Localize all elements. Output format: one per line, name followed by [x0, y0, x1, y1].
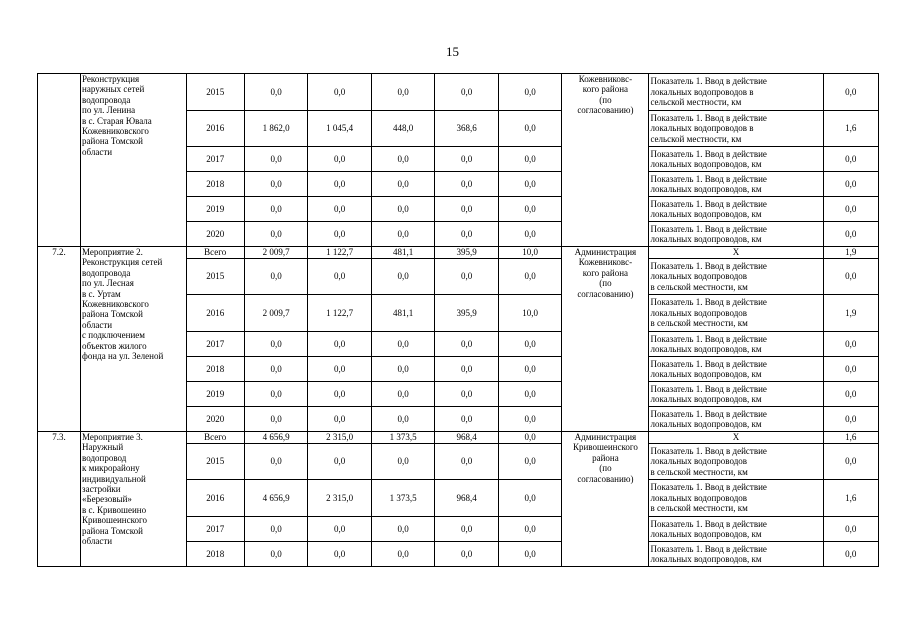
year-cell: Всего [186, 247, 244, 259]
amount-local: 0,0 [435, 332, 499, 357]
amount-regional: 0,0 [371, 259, 435, 295]
indicator-value: 0,0 [823, 407, 878, 432]
amount-regional: 0,0 [371, 407, 435, 432]
amount-total: 4 656,9 [244, 480, 308, 517]
amount-other: 0,0 [498, 147, 562, 172]
indicator-value: 1,6 [823, 432, 878, 444]
amount-other: 0,0 [498, 480, 562, 517]
amount-local: 368,6 [435, 111, 499, 147]
measure-name: Реконструкция наружных сетей водопровода по ул. Ленина в с. Старая Ювала Кожевниковского района Томской области [81, 74, 187, 247]
amount-total: 1 862,0 [244, 111, 308, 147]
amount-federal: 1 122,7 [308, 295, 372, 332]
amount-federal: 0,0 [308, 407, 372, 432]
amount-regional: 0,0 [371, 332, 435, 357]
amount-local: 0,0 [435, 172, 499, 197]
indicator: Показатель 1. Ввод в действие локальных водопроводов в сельской местности, км [649, 444, 823, 480]
indicator: Показатель 1. Ввод в действие локальных водопроводов в сельской местности, км [649, 295, 823, 332]
year-cell: 2020 [186, 407, 244, 432]
table-row [38, 74, 879, 111]
amount-other: 10,0 [498, 247, 562, 259]
amount-other: 0,0 [498, 517, 562, 542]
indicator: Х [649, 432, 823, 444]
amount-regional: 448,0 [371, 111, 435, 147]
amount-regional: 0,0 [371, 542, 435, 567]
indicator-value: 1,9 [823, 295, 878, 332]
amount-regional: 0,0 [371, 444, 435, 480]
amount-other: 0,0 [498, 259, 562, 295]
amount-local: 0,0 [435, 74, 499, 111]
amount-other: 0,0 [498, 542, 562, 567]
amount-regional: 0,0 [371, 382, 435, 407]
year-cell: Всего [186, 432, 244, 444]
amount-regional: 481,1 [371, 247, 435, 259]
indicator-value: 0,0 [823, 172, 878, 197]
indicator-value: 1,6 [823, 480, 878, 517]
amount-local: 0,0 [435, 147, 499, 172]
amount-other: 0,0 [498, 357, 562, 382]
amount-regional: 0,0 [371, 172, 435, 197]
amount-federal: 0,0 [308, 259, 372, 295]
amount-other: 0,0 [498, 222, 562, 247]
amount-regional: 1 373,5 [371, 432, 435, 444]
indicator-value: 0,0 [823, 332, 878, 357]
amount-local: 0,0 [435, 222, 499, 247]
amount-local: 0,0 [435, 542, 499, 567]
measure-number: 7.3. [38, 432, 81, 567]
amount-total: 0,0 [244, 407, 308, 432]
amount-other: 0,0 [498, 407, 562, 432]
measures-table [37, 73, 879, 567]
indicator: Показатель 1. Ввод в действие локальных водопроводов, км [649, 382, 823, 407]
amount-local: 0,0 [435, 444, 499, 480]
amount-total: 0,0 [244, 517, 308, 542]
indicator: Показатель 1. Ввод в действие локальных водопроводов, км [649, 517, 823, 542]
indicator-value: 0,0 [823, 74, 878, 111]
measure-number [38, 74, 81, 247]
amount-federal: 0,0 [308, 382, 372, 407]
amount-total: 4 656,9 [244, 432, 308, 444]
amount-total: 2 009,7 [244, 247, 308, 259]
amount-other: 0,0 [498, 332, 562, 357]
amount-federal: 1 045,4 [308, 111, 372, 147]
measure-number: 7.2. [38, 247, 81, 432]
amount-other: 0,0 [498, 74, 562, 111]
measure-name: Мероприятие 3. Наружный водопровод к микрорайону индивидуальной застройки «Березовый» в с. Кривошеино Кривошеинского района Томской области [81, 432, 187, 567]
year-cell: 2016 [186, 480, 244, 517]
amount-total: 0,0 [244, 197, 308, 222]
indicator: Показатель 1. Ввод в действие локальных водопроводов, км [649, 357, 823, 382]
year-cell: 2017 [186, 517, 244, 542]
amount-total: 0,0 [244, 444, 308, 480]
amount-federal: 0,0 [308, 74, 372, 111]
amount-local: 968,4 [435, 432, 499, 444]
amount-total: 0,0 [244, 382, 308, 407]
executor: Кожевниковс- кого района (по согласованию) [562, 74, 649, 247]
amount-local: 0,0 [435, 259, 499, 295]
year-cell: 2020 [186, 222, 244, 247]
amount-local: 0,0 [435, 407, 499, 432]
amount-total: 0,0 [244, 172, 308, 197]
amount-federal: 0,0 [308, 222, 372, 247]
amount-other: 0,0 [498, 111, 562, 147]
amount-federal: 0,0 [308, 517, 372, 542]
amount-total: 0,0 [244, 74, 308, 111]
indicator-value: 0,0 [823, 357, 878, 382]
amount-regional: 0,0 [371, 357, 435, 382]
year-cell: 2015 [186, 444, 244, 480]
year-cell: 2017 [186, 147, 244, 172]
indicator-value: 0,0 [823, 517, 878, 542]
measure-name: Мероприятие 2. Реконструкция сетей водопровода по ул. Лесная в с. Уртам Кожевниковского района Томской области с подключением объектов жилого фонда на ул. Зеленой [81, 247, 187, 432]
indicator: Показатель 1. Ввод в действие локальных водопроводов в сельской местности, км [649, 259, 823, 295]
amount-federal: 0,0 [308, 357, 372, 382]
indicator: Показатель 1. Ввод в действие локальных водопроводов, км [649, 172, 823, 197]
amount-other: 0,0 [498, 444, 562, 480]
amount-local: 395,9 [435, 295, 499, 332]
amount-local: 968,4 [435, 480, 499, 517]
indicator-value: 0,0 [823, 222, 878, 247]
amount-other: 0,0 [498, 197, 562, 222]
indicator: Показатель 1. Ввод в действие локальных водопроводов, км [649, 147, 823, 172]
amount-total: 2 009,7 [244, 295, 308, 332]
year-cell: 2018 [186, 172, 244, 197]
year-cell: 2017 [186, 332, 244, 357]
indicator: Показатель 1. Ввод в действие локальных водопроводов, км [649, 332, 823, 357]
year-cell: 2015 [186, 74, 244, 111]
amount-total: 0,0 [244, 332, 308, 357]
amount-federal: 1 122,7 [308, 247, 372, 259]
indicator-value: 1,9 [823, 247, 878, 259]
page-number: 15 [446, 44, 459, 59]
indicator-value: 0,0 [823, 259, 878, 295]
amount-local: 0,0 [435, 357, 499, 382]
year-cell: 2015 [186, 259, 244, 295]
amount-other: 0,0 [498, 172, 562, 197]
indicator: Показатель 1. Ввод в действие локальных водопроводов, км [649, 197, 823, 222]
indicator-value: 1,6 [823, 111, 878, 147]
amount-other: 10,0 [498, 295, 562, 332]
amount-regional: 0,0 [371, 222, 435, 247]
amount-federal: 2 315,0 [308, 480, 372, 517]
indicator: Показатель 1. Ввод в действие локальных водопроводов, км [649, 542, 823, 567]
indicator: Показатель 1. Ввод в действие локальных водопроводов в сельской местности, км [649, 74, 823, 111]
indicator-value: 0,0 [823, 444, 878, 480]
amount-federal: 0,0 [308, 172, 372, 197]
amount-local: 0,0 [435, 382, 499, 407]
year-cell: 2018 [186, 357, 244, 382]
year-cell: 2019 [186, 197, 244, 222]
amount-other: 0,0 [498, 432, 562, 444]
table-row [38, 432, 879, 444]
amount-regional: 1 373,5 [371, 480, 435, 517]
amount-federal: 0,0 [308, 444, 372, 480]
amount-regional: 481,1 [371, 295, 435, 332]
executor: Администрация Кожевниковс- кого района (по согласованию) [562, 247, 649, 432]
amount-regional: 0,0 [371, 74, 435, 111]
amount-total: 0,0 [244, 259, 308, 295]
amount-federal: 0,0 [308, 332, 372, 357]
amount-total: 0,0 [244, 222, 308, 247]
year-cell: 2018 [186, 542, 244, 567]
amount-regional: 0,0 [371, 517, 435, 542]
amount-total: 0,0 [244, 542, 308, 567]
indicator: Х [649, 247, 823, 259]
table-row [38, 247, 879, 259]
amount-federal: 2 315,0 [308, 432, 372, 444]
amount-federal: 0,0 [308, 542, 372, 567]
executor: Администрация Кривошеинского района (по согласованию) [562, 432, 649, 567]
indicator: Показатель 1. Ввод в действие локальных водопроводов, км [649, 222, 823, 247]
amount-other: 0,0 [498, 382, 562, 407]
year-cell: 2016 [186, 111, 244, 147]
indicator-value: 0,0 [823, 382, 878, 407]
year-cell: 2019 [186, 382, 244, 407]
indicator: Показатель 1. Ввод в действие локальных водопроводов в сельской местности, км [649, 111, 823, 147]
amount-local: 395,9 [435, 247, 499, 259]
amount-federal: 0,0 [308, 197, 372, 222]
indicator: Показатель 1. Ввод в действие локальных водопроводов в сельской местности, км [649, 480, 823, 517]
year-cell: 2016 [186, 295, 244, 332]
amount-total: 0,0 [244, 357, 308, 382]
indicator-value: 0,0 [823, 542, 878, 567]
amount-local: 0,0 [435, 517, 499, 542]
indicator-value: 0,0 [823, 147, 878, 172]
amount-local: 0,0 [435, 197, 499, 222]
amount-federal: 0,0 [308, 147, 372, 172]
indicator-value: 0,0 [823, 197, 878, 222]
indicator: Показатель 1. Ввод в действие локальных водопроводов, км [649, 407, 823, 432]
amount-regional: 0,0 [371, 197, 435, 222]
amount-regional: 0,0 [371, 147, 435, 172]
amount-total: 0,0 [244, 147, 308, 172]
